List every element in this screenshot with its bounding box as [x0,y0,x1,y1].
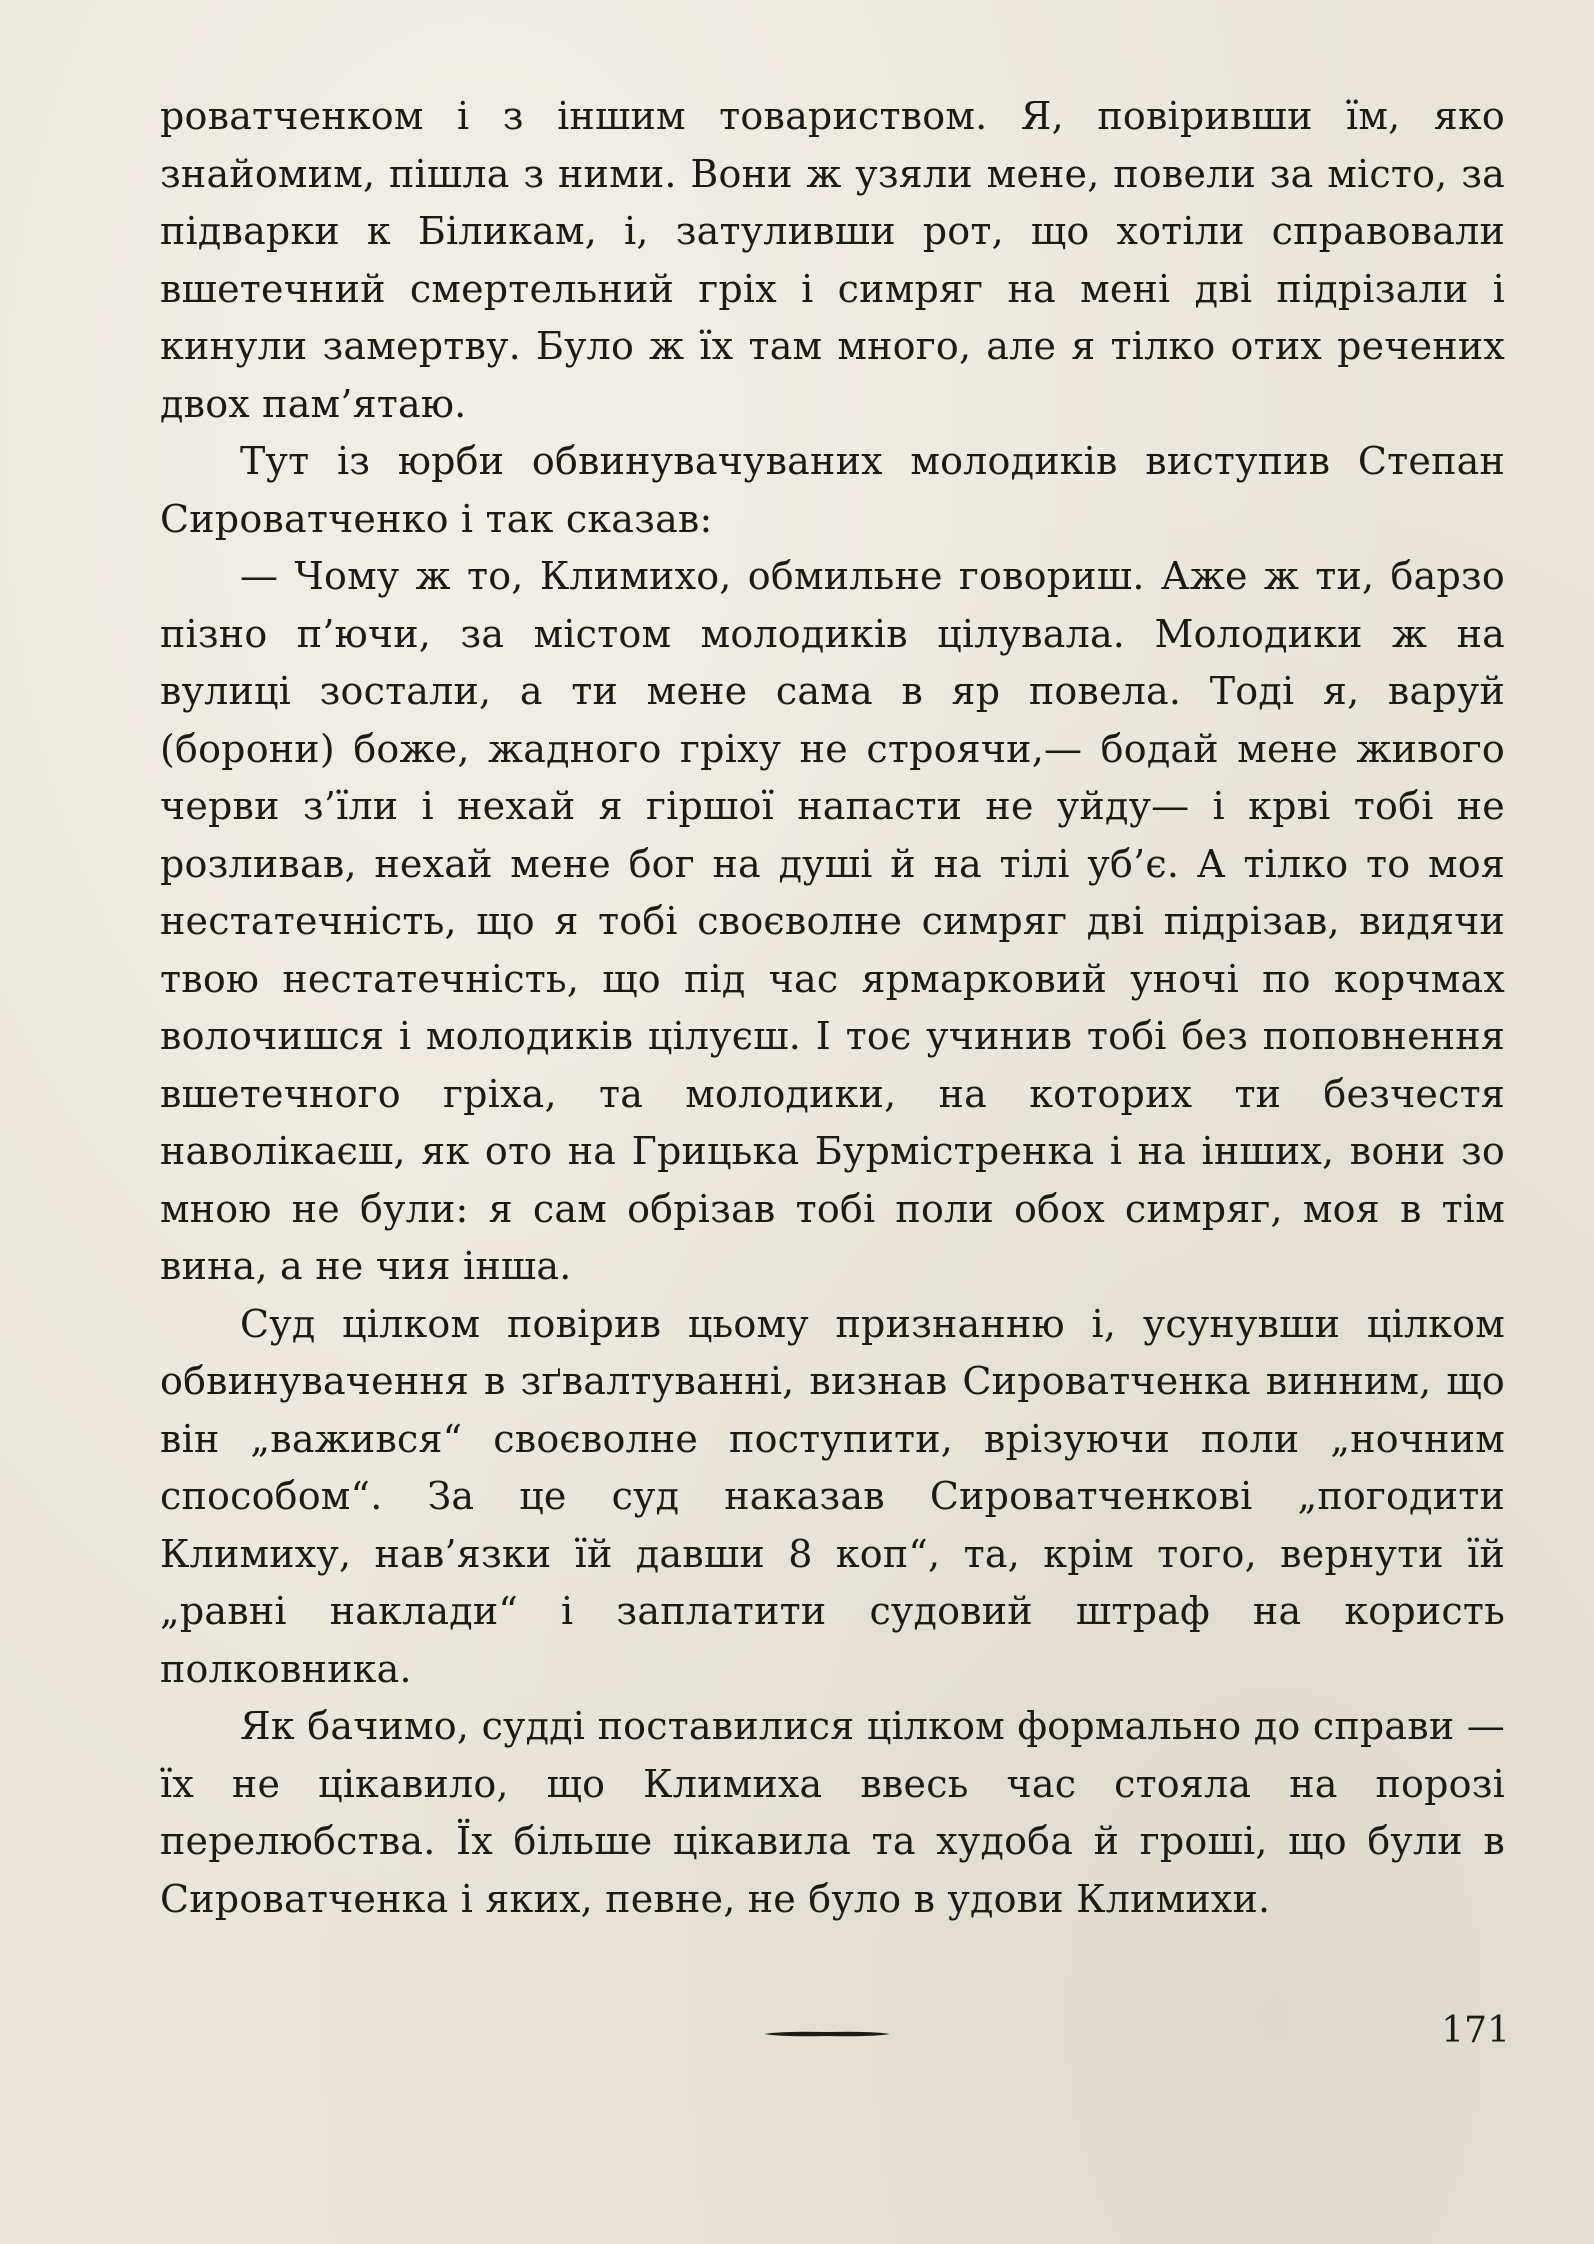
paragraph-author-comment: Як бачимо, судді поставилися цілком формально до справи — їх не цікавило, що Климиха ввесь час стояла на порозі перелюбства. Їх більше цікавила та худоба й гроші, що були в Сироватченка і яких, певне, не було в удови Климихи. [160,1704,1505,1921]
body-text [160,88,1505,1928]
page-number: 171 [1441,2010,1510,2051]
ornament-divider [762,2030,892,2038]
paragraph-stepan-speech: — Чому ж то, Климихо, обмильне говориш. Аже ж ти, барзо пізно п’ючи, за містом молодиків цілувала. Молодики ж на вулиці зостали, а ти мене сама в яр повела. Тоді я, варуй (борони) боже, жадного гріху не строячи,— бодай мене живого черви з’їли і нехай я гіршої напасти не уйду— і крві тобі не розливав, нехай мене бог на душі й на тілі уб’є. А тілко то моя нестатечність, що я тобі своєволне симряг дві підрізав, видячи твою нестатечність, що під час ярмарковий уночі по корчмах волочишся і молодиків цілуєш. І тоє учинив тобі без поповнення вшетечного гріха, та молодики, на которих ти безчестя наволікаєш, як ото на Грицька Бурмістренка і на інших, вони зо мною не були: я сам обрізав тобі поли обох симряг, моя в тім вина, а не чия інша. [160,554,1505,1288]
paragraph-court-verdict: Суд цілком повірив цьому признанню і, усунувши цілком обвинувачення в зґвалтуванні, визнав Сироватченка винним, що він „важився“ своєволне поступити, врізуючи поли „ночним способом“. За це суд наказав Сироватченкові „погодити Климиху, нав’язки їй давши 8 коп“, та, крім того, вернути їй „равні наклади“ і заплатити судовий штраф на користь полковника. [160,1301,1505,1691]
paragraph-stepan-intro: Тут із юрби обвинувачуваних молодиків виступив Степан Сироватченко і так сказав: [160,439,1505,541]
paragraph-continuation: роватченком і з іншим товариством. Я, повіривши їм, яко знайомим, пішла з ними. Вони ж узяли мене, повели за місто, за підварки к Біликам, і, затуливши рот, що хотіли справовали вшетечний смертельний гріх і симряг на мені дві підрізали і кинули замертву. Було ж їх там много, але я тілко отих речених двох пам’ятаю. [160,94,1505,426]
